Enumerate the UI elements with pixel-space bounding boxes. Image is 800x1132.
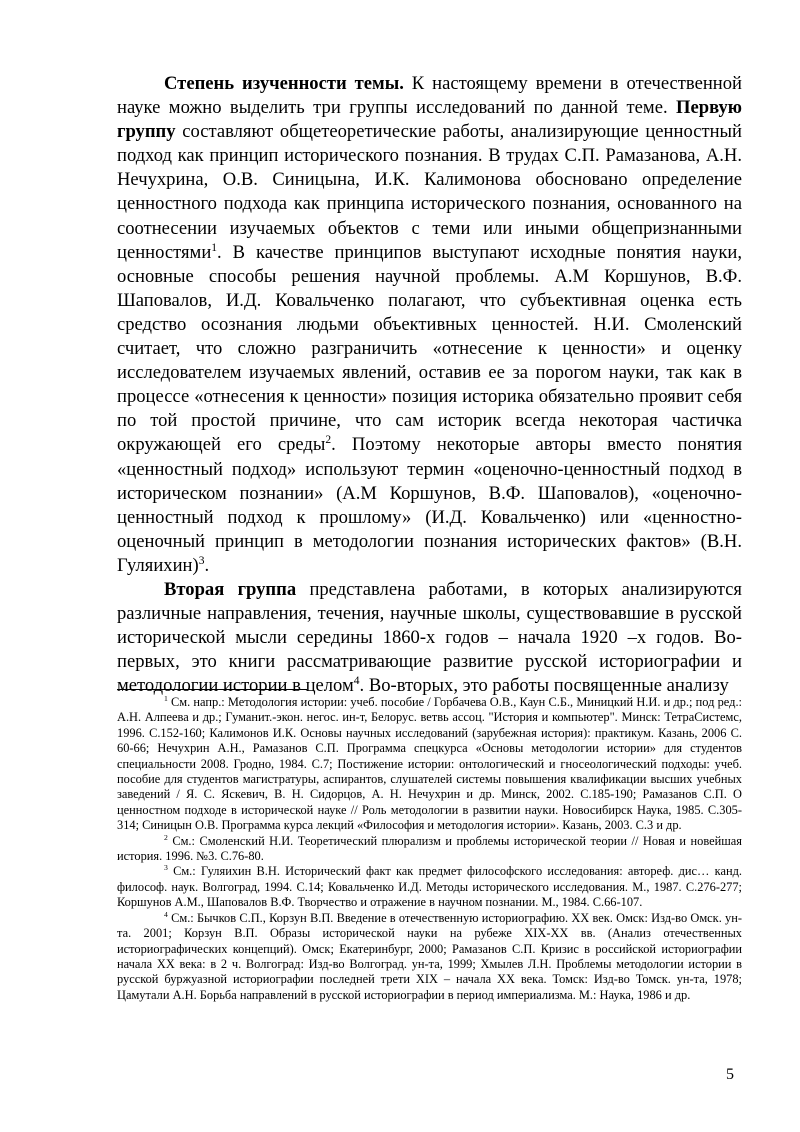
footnote-2 <box>117 834 742 865</box>
paragraph-literature-review <box>117 72 742 578</box>
footnote-4 <box>117 911 742 1003</box>
footnote-text: См.: Гуляихин В.Н. Исторический факт как предмет философского исследования: автореф. дис… канд. философ. наук. Волгоград, 1994. С.14; Ковальченко И.Д. Методы исторического исследования. М., 1987. С.276-277; Коршунов А.М., Шаповалов В.Ф. Творчество и отражение в научном познании. М., 1984. С.66-107. <box>117 864 742 910</box>
footnote-1 <box>117 695 742 834</box>
footnote-mark: 4 <box>164 909 168 919</box>
footnotes <box>117 695 742 1003</box>
footnote-text: См.: Бычков С.П., Корзун В.П. Введение в отечественную историографию. XX век. Омск: Изд-во Омск. ун-та. 2001; Корзун В.П. Образы исторической науки на рубеже XIX-XX вв. (Анализ отечественных историографических концепций). Омск; Екатеринбург, 2000; Рамазанов С.П. Кризис в российской историографии начала XX века: в 2 ч. Волгоград: Изд-во Волгоград. ун-та, 1999; Хмылев Л.Н. Проблемы методологии истории в русской буржуазной историографии последней трети XIX – начала XX века. Томск: Изд-во Томск. ун-та, 1978; Цамутали А.Н. Борьба направлений в русской историографии в период империализма. М.: Наука, 1986 и др. <box>117 910 742 1002</box>
text-run: составляют общетеоретические работы, анализирующие ценностный подход как принцип исторического познания. В трудах С.П. Рамазанова, А.Н. Нечухрина, О.В. Синицына, И.К. Калимонова обосновано определение ценностного подхода как принципа исторического познания, основанного на соотнесении изучаемых объектов с теми или иными общепризнанными ценностями <box>117 121 742 263</box>
text-run: . Поэтому некоторые авторы вместо понятия «ценностный подход» используют термин «оценочно-ценностный подход в историческом познании» (А.М Коршунов, В.Ф. Шаповалов), «оценочно-ценностный подход к прошлому» (И.Д. Ковальченко) или «ценностно-оценочный принцип в методологии познания исторических фактов» (В.Н. Гуляихин) <box>117 434 743 576</box>
footnote-mark: 1 <box>164 693 168 703</box>
text-run: . <box>204 554 210 576</box>
footnote-mark: 3 <box>164 863 168 873</box>
text-run: представлена работами, в которых анализируются различные направления, течения, научные школы, существовавшие в русской исторической мысли середины 1860-х годов – начала 1920 –х годов. Во-первых, это книги рассматривающие развитие русской историографии и методологии истории в целом <box>117 578 742 697</box>
text-run: К настоящему времени в отечественной науке можно выделить три группы исследований по данной теме. <box>117 73 742 119</box>
main-text <box>117 72 742 698</box>
paragraph-second-group <box>117 578 742 698</box>
footnote-ref-4[interactable]: 4 <box>353 675 360 688</box>
footnote-ref-1[interactable]: 1 <box>211 241 218 254</box>
footnote-mark: 2 <box>164 832 168 842</box>
footnote-text: См.: Смоленский Н.И. Теоретический плюрализм и проблемы исторической теории // Новая и новейшая история. 1996. №3. С.76-80. <box>117 833 742 864</box>
footnote-ref-2[interactable]: 2 <box>325 434 332 447</box>
footnote-ref-3[interactable]: 3 <box>198 554 205 567</box>
footnote-separator <box>117 689 307 690</box>
page-number: 5 <box>726 1066 734 1083</box>
group-one-label: Первую группу <box>117 97 742 143</box>
group-two-label: Вторая группа <box>164 578 297 600</box>
footnote-text: См. напр.: Методология истории: учеб. пособие / Горбачева О.В., Каун С.Б., Миницкий Н.И. и др.; под ред.: А.Н. Алпеева и др.; Гуманит.-экон. негос. ин-т, Белорус. ветвь ассоц. "История и компьютер". Минск: ТетраСистемс, 1996. С.152-160; Калимонов И.К. Основы научных исследований (зарубежная история): практикум. Казань, 2006 С. 60-66; Нечухрин А.Н., Рамазанов С.П. Программа спецкурса «Основы методологии истории» для студентов специальности 2008. Гродно, 1984. С.7; Постижение истории: онтологический и гносеологический подходы: учеб. пособие для студентов магистратуры, аспирантов, слушателей системы повышения квалификации высших учебных заведений / Я. С. Яскевич, В. Н. Сидорцов, А. Н. Нечухрин и др. Минск, 2002. С.185-190; Рамазанов С.П. О ценностном подходе в исторической науке // Роль методологии в развитии науки. Новосибирск Наука, 1985. С.305-314; Синицын О.В. Программа курса лекций «Философия и методология истории». Казань, 2003. С.3 и др. <box>117 695 742 833</box>
text-run: . Во-вторых, это работы посвященные анализу <box>359 675 729 697</box>
footnote-3 <box>117 864 742 910</box>
section-heading: Степень изученности темы. <box>164 73 404 94</box>
text-run: . В качестве принципов выступают исходные понятия науки, основные способы решения научной проблемы. А.М Коршунов, В.Ф. Шаповалов, И.Д. Ковальченко полагают, что субъективная оценка есть средство осознания людьми объективных ценностей. Н.И. Смоленский считает, что сложно разграничить «отнесение к ценности» и оценку исследователем изучаемых явлений, оставив ее за порогом науки, так как в процессе «отнесения к ценности» позиция историка обязательно проявит себя по той простой причине, что сам историк всегда некоторая частичка окружающей его среды <box>117 241 742 456</box>
